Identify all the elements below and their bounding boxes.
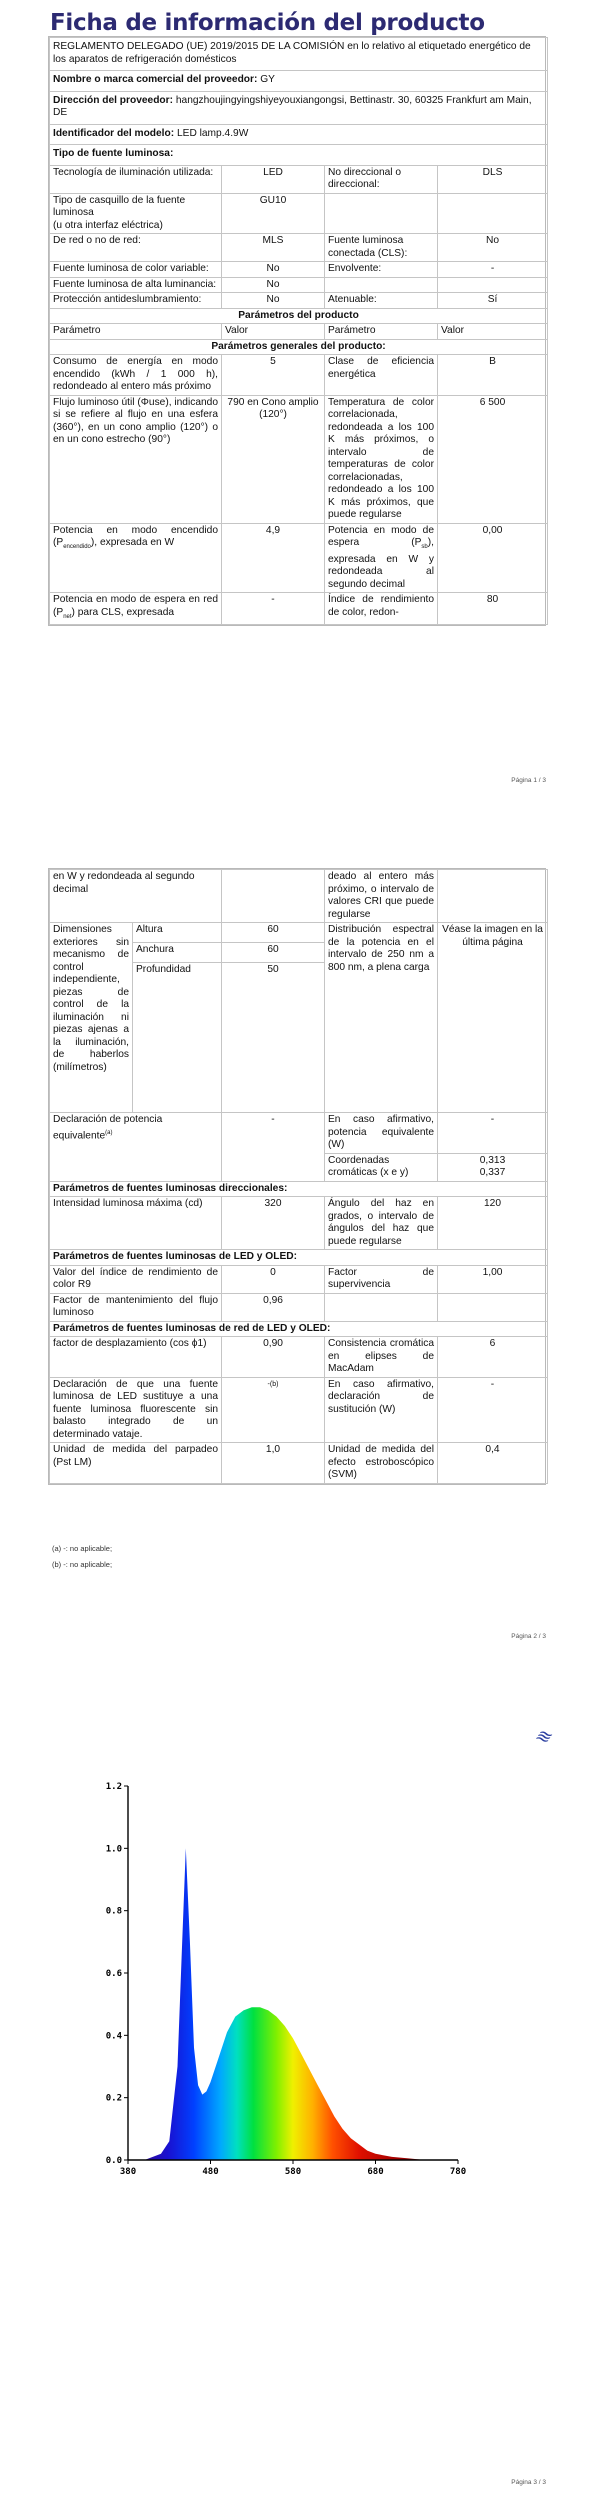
empty-cell: [325, 277, 438, 293]
x-tick-label: 780: [449, 2167, 467, 2177]
r9-label: Valor del índice de rendimiento de color R9: [50, 1265, 222, 1293]
supplier-name-label: Nombre o marca comercial del proveedor:: [53, 74, 258, 85]
flicker-value: 1,0: [222, 1443, 325, 1484]
r9-value: 0: [222, 1265, 325, 1293]
dimensions-label: Dimensiones exteriores sin mecanismo de control independiente, piezas de control de la iluminación ni piezas ajenas a la iluminación, de haberlos (milímetros): [50, 923, 133, 1113]
page-number: Página 3 / 3: [511, 2479, 546, 2486]
energy-row: [50, 355, 548, 396]
retrofit-row: [50, 1377, 548, 1443]
footnote-a: (a) -: no aplicable;: [52, 1544, 113, 1553]
power-row: [50, 523, 548, 593]
mains-row: [50, 234, 548, 262]
high-luminance-row: [50, 277, 548, 293]
maintenance-row: [50, 1293, 548, 1321]
flux-value: 790 en Cono amplio (120°): [222, 395, 325, 523]
anti-glare-row: [50, 293, 548, 309]
source-type-row: [50, 145, 548, 166]
stroboscopic-label: Unidad de medida del efecto estroboscópico (SVM): [325, 1443, 438, 1484]
cap-type-cell: [50, 193, 222, 234]
cri-label: Índice de rendimiento de color, redon-: [325, 593, 438, 625]
supplier-name: GY: [260, 74, 275, 85]
retrofit-value: -(b): [222, 1377, 325, 1443]
network-standby-label-cont: en W y redondeada al segundo decimal: [50, 870, 222, 923]
height-value: 60: [222, 923, 325, 943]
mains-value: MLS: [222, 234, 325, 262]
equivalent-power-row: [50, 1113, 548, 1154]
model-row: [50, 124, 548, 145]
mains-title-row: [50, 1321, 548, 1337]
flicker-row: [50, 1443, 548, 1484]
supplier-address-row: [50, 91, 548, 124]
standby-power-value: 0,00: [438, 523, 548, 593]
empty-cell: [438, 193, 548, 234]
flicker-label: Unidad de medida del parpadeo (Pst LM): [50, 1443, 222, 1484]
empty-cell: [438, 277, 548, 293]
colour-tunable-value: No: [222, 262, 325, 278]
cap-type-label: Tipo de casquillo de la fuente luminosa: [53, 194, 186, 218]
network-standby-value: -: [222, 593, 325, 625]
maintenance-factor-label: Factor de mantenimiento del flujo luminoso: [50, 1293, 222, 1321]
empty-cell: [438, 870, 548, 923]
directional-value: DLS: [438, 165, 548, 193]
led-title-row: [50, 1250, 548, 1266]
y-tick-label: 0.2: [105, 2093, 122, 2104]
continued-row: [50, 870, 548, 923]
network-standby-row: [50, 593, 548, 625]
spectrum-curve-area: [128, 1848, 458, 2160]
general-params-title: Parámetros generales del producto:: [50, 339, 548, 355]
spd-label: Distribución espectral de la potencia en el intervalo de 250 nm a 800 nm, a plena carga: [325, 923, 438, 1113]
equivalent-power-value: -: [222, 1113, 325, 1182]
general-title-row: [50, 339, 548, 355]
equivalent-power-label: [50, 1113, 222, 1182]
cap-type-sublabel: (u otra interfaz eléctrica): [53, 219, 163, 231]
high-luminance-label: Fuente luminosa de alta luminancia:: [50, 277, 222, 293]
note-ref-a: (a): [105, 1129, 113, 1136]
mains-label: De red o no de red:: [50, 234, 222, 262]
retrofit-watt-value: -: [438, 1377, 548, 1443]
envelope-label: Envolvente:: [325, 262, 438, 278]
high-luminance-value: No: [222, 277, 325, 293]
directional-title-row: [50, 1181, 548, 1197]
displacement-row: [50, 1337, 548, 1378]
energy-value: 5: [222, 355, 325, 396]
dimmable-value: Sí: [438, 293, 548, 309]
standby-power-label: [325, 523, 438, 593]
beam-angle-label: Ángulo del haz en grados, o intervalo de ángulos del haz que puede regularse: [325, 1197, 438, 1250]
corner-mark-icon: ≋: [532, 1724, 554, 1749]
y-tick-label: 1.2: [105, 1782, 122, 1792]
technology-value: LED: [222, 165, 325, 193]
anti-glare-label: Protección antideslumbramiento:: [50, 293, 222, 309]
regulation-row: [50, 38, 548, 71]
cct-value: 6 500: [438, 395, 548, 523]
params-title-row: [50, 308, 548, 324]
stroboscopic-value: 0,4: [438, 1443, 548, 1484]
cap-type-row: [50, 193, 548, 234]
peak-intensity-label: Intensidad luminosa máxima (cd): [50, 1197, 222, 1250]
document-title: Ficha de información del producto: [50, 10, 485, 36]
width-label: Anchura: [133, 943, 222, 963]
x-tick-label: 380: [119, 2167, 137, 2177]
macadam-value: 6: [438, 1337, 548, 1378]
empty-cell: [325, 193, 438, 234]
maintenance-factor-value: 0,96: [222, 1293, 325, 1321]
peak-intensity-value: 320: [222, 1197, 325, 1250]
y-tick-label: 0.4: [105, 2031, 122, 2042]
params-header-row: [50, 324, 548, 340]
spd-value: Véase la imagen en la última página: [438, 923, 548, 1113]
spec-sheet-page-1: [48, 36, 546, 626]
macadam-label: Consistencia cromática en elipses de MacAdam: [325, 1337, 438, 1378]
width-value: 60: [222, 943, 325, 963]
page-1: [0, 0, 591, 800]
col-value-header: Valor: [438, 324, 548, 340]
y-tick-label: 0.6: [105, 1969, 122, 1979]
chromaticity-x: 0,313: [479, 1154, 506, 1166]
page-number: Página 1 / 3: [511, 777, 546, 784]
supplier-address-label: Dirección del proveedor:: [53, 94, 174, 106]
x-tick-label: 680: [367, 2167, 384, 2177]
mains-led-params-title: Parámetros de fuentes luminosas de red de LED y OLED:: [50, 1321, 548, 1337]
standby-power-text-end: ), expresada en W y redondeada al segundo decimal: [328, 537, 434, 590]
displacement-factor-value: 0,90: [222, 1337, 325, 1378]
survival-factor-label: Factor de supervivencia: [325, 1265, 438, 1293]
retrofit-label: Declaración de que una fuente luminosa de LED sustituye a una fuente luminosa fluorescente sin balasto integrado de un determinado vataje.: [50, 1377, 222, 1443]
cri-value: 80: [438, 593, 548, 625]
supplier-address: hangzhoujingyingshiyeyouxiangongsi, Bettinastr. 30, 60325 Frankfurt am Main, DE: [53, 94, 532, 118]
col-param-header: Parámetro: [325, 324, 438, 340]
spectral-power-chart: [100, 1770, 480, 2200]
equivalent-watt-label: En caso afirmativo, potencia equivalente (W): [325, 1113, 438, 1154]
energy-label: Consumo de energía en modo encendido (kWh / 1 000 h), redondeado al entero más próximo: [50, 355, 222, 396]
anti-glare-value: No: [222, 293, 325, 309]
spec-sheet-page-2: [48, 868, 546, 1485]
colour-tunable-label: Fuente luminosa de color variable:: [50, 262, 222, 278]
chromaticity-value: [438, 1153, 548, 1181]
spectrum-area-group: [128, 1848, 458, 2160]
efficiency-class-label: Clase de eficiencia energética: [325, 355, 438, 396]
model-label: Identificador del modelo:: [53, 127, 175, 139]
height-label: Altura: [133, 923, 222, 943]
colour-tunable-row: [50, 262, 548, 278]
network-standby-subscript: net: [63, 613, 72, 620]
flux-row: [50, 395, 548, 523]
survival-factor-value: 1,00: [438, 1265, 548, 1293]
source-type-label: Tipo de fuente luminosa:: [53, 148, 174, 159]
technology-label: Tecnología de iluminación utilizada:: [50, 165, 222, 193]
col-param-header: Parámetro: [50, 324, 222, 340]
directional-label: No direccional o direccional:: [325, 165, 438, 193]
envelope-value: -: [438, 262, 548, 278]
standby-power-text: Potencia en modo de espera (P: [328, 524, 434, 548]
empty-cell: [325, 1293, 438, 1321]
on-mode-subscript: encendido: [63, 544, 91, 551]
led-params-title: Parámetros de fuentes luminosas de LED y OLED:: [50, 1250, 548, 1266]
col-value-header: Valor: [222, 324, 325, 340]
cri-label-cont: deado al entero más próximo, o intervalo de valores CRI que puede regularse: [325, 870, 438, 923]
params-title: Parámetros del producto: [50, 308, 548, 324]
on-mode-power-label: [50, 523, 222, 593]
equivalent-power-text: Declaración de potencia equivalente: [53, 1114, 163, 1141]
peak-intensity-row: [50, 1197, 548, 1250]
efficiency-class-value: B: [438, 355, 548, 396]
regulation-text: REGLAMENTO DELEGADO (UE) 2019/2015 DE LA COMISIÓN en lo relativo al etiquetado energético de los aparatos de refrigeración domésticos: [50, 38, 548, 71]
dimmable-label: Atenuable:: [325, 293, 438, 309]
beam-angle-value: 120: [438, 1197, 548, 1250]
depth-value: 50: [222, 963, 325, 1113]
chromaticity-label: Coordenadas cromáticas (x e y): [325, 1153, 438, 1181]
y-tick-label: 1.0: [105, 1844, 122, 1855]
retrofit-watt-label: En caso afirmativo, declaración de sustitución (W): [325, 1377, 438, 1443]
y-tick-label: 0.8: [105, 1906, 122, 1917]
equivalent-watt-value: -: [438, 1113, 548, 1154]
x-tick-label: 580: [284, 2167, 302, 2177]
r9-row: [50, 1265, 548, 1293]
chromaticity-y: 0,337: [479, 1167, 506, 1178]
empty-cell: [222, 870, 325, 923]
network-standby-text-end: ) para CLS, expresada: [71, 606, 175, 618]
model-identifier: LED lamp.4.9W: [176, 127, 249, 139]
page-2: [0, 855, 591, 1655]
page-3: [0, 1700, 591, 2510]
technology-row: [50, 165, 548, 193]
x-tick-label: 480: [202, 2167, 219, 2177]
on-mode-power-text-end: ), expresada en W: [90, 537, 175, 548]
dimensions-row: [50, 923, 548, 943]
product-info-table: [49, 37, 548, 625]
page-number: Página 2 / 3: [511, 1633, 546, 1640]
cct-label: Temperatura de color correlacionada, redondeada a los 100 K más próximos, o intervalo de temperaturas de color correlacionadas, redondeado a los 100 K más próximos, que puede regularse: [325, 395, 438, 523]
supplier-name-row: [50, 71, 548, 92]
y-tick-label: 0.0: [105, 2156, 122, 2166]
directional-params-title: Parámetros de fuentes luminosas direccionales:: [50, 1181, 548, 1197]
flux-label: Flujo luminoso útil (Φuse), indicando si se refiere al flujo en una esfera (360°), en un cono amplio (120°) o en un cono estrecho (90°): [50, 395, 222, 523]
network-standby-text: Potencia en modo de espera en red (P: [53, 594, 218, 618]
displacement-factor-label: factor de desplazamiento (cos ϕ1): [50, 1337, 222, 1378]
empty-cell: [438, 1293, 548, 1321]
on-mode-power-value: 4,9: [222, 523, 325, 593]
cls-value: No: [438, 234, 548, 262]
network-standby-label: [50, 593, 222, 625]
on-mode-power-text: Potencia en modo encendido (P: [53, 524, 218, 548]
cap-type-value: GU10: [222, 193, 325, 234]
product-info-table-continued: [49, 869, 548, 1484]
cls-label: Fuente luminosa conectada (CLS):: [325, 234, 438, 262]
standby-subscript: sb: [421, 544, 428, 551]
depth-label: Profundidad: [133, 963, 222, 1113]
footnote-b: (b) -: no aplicable;: [52, 1560, 113, 1569]
